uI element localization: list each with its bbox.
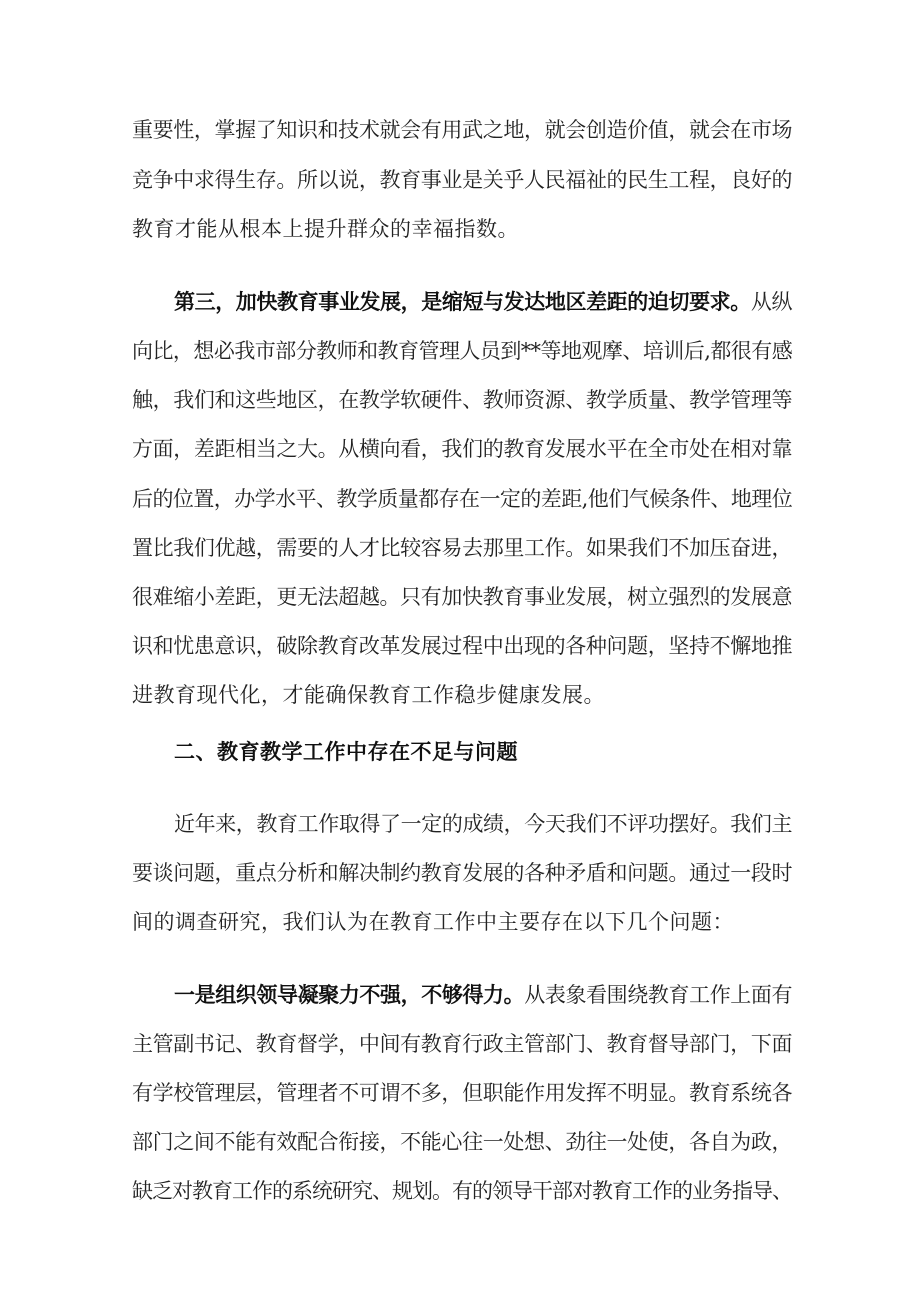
paragraph-2-line-1: [174, 287, 792, 317]
paragraph-1-line-1: 重要性，掌握了知识和技术就会有用武之地，就会创造价值，就会在市场: [132, 118, 792, 142]
paragraph-1-line-3: 教育才能从根本上提升群众的幸福指数。: [132, 217, 519, 241]
paragraph-4-line-1: [174, 980, 792, 1010]
paragraph-2-first-line-rest: 从纵: [750, 290, 793, 314]
paragraph-4-line-3: 有学校管理层，管理者不可谓不多，但职能作用发挥不明显。教育系统各: [132, 1081, 792, 1105]
paragraph-2-line-3: 触，我们和这些地区，在教学软硬件、教师资源、教学质量、教学管理等: [132, 388, 792, 412]
paragraph-4-first-line-rest: 从表象看围绕教育工作上面有: [524, 983, 793, 1007]
paragraph-2-bold-lead: 第三，加快教育事业发展，是缩短与发达地区差距的迫切要求。: [174, 289, 751, 314]
paragraph-2-line-6: 置比我们优越，需要的人才比较容易去那里工作。如果我们不加压奋进，: [132, 536, 792, 560]
paragraph-3-line-2: 要谈问题，重点分析和解决制约教育发展的各种矛盾和问题。通过一段时: [132, 861, 792, 885]
paragraph-2-line-5: 后的位置，办学水平、教学质量都存在一定的差距,他们气候条件、地理位: [132, 487, 792, 511]
paragraph-3-line-3: 间的调查研究，我们认为在教育工作中主要存在以下几个问题：: [132, 910, 734, 934]
paragraph-1-line-2: 竞争中求得生存。所以说，教育事业是关乎人民福祉的民生工程，良好的: [132, 168, 792, 192]
paragraph-3-line-1: 近年来，教育工作取得了一定的成绩，今天我们不评功摆好。我们主: [174, 812, 792, 836]
paragraph-2-line-2: 向比，想必我市部分教师和教育管理人员到**等地观摩、培训后,都很有感: [132, 339, 792, 363]
paragraph-4-line-4: 部门之间不能有效配合衔接，不能心往一处想、劲往一处使，各自为政，: [132, 1130, 792, 1154]
paragraph-4-line-2: 主管副书记、教育督学，中间有教育行政主管部门、教育督导部门，下面: [132, 1032, 792, 1056]
paragraph-2-line-7: 很难缩小差距，更无法超越。只有加快教育事业发展，树立强烈的发展意: [132, 585, 792, 609]
paragraph-2-line-9: 进教育现代化，才能确保教育工作稳步健康发展。: [132, 683, 605, 707]
paragraph-4-line-5: 缺乏对教育工作的系统研究、规划。有的领导干部对教育工作的业务指导、: [132, 1179, 792, 1203]
paragraph-2-line-4: 方面，差距相当之大。从横向看，我们的教育发展水平在全市处在相对靠: [132, 437, 792, 461]
paragraph-2-line-8: 识和忧患意识，破除教育改革发展过程中出现的各种问题，坚持不懈地推: [132, 634, 792, 658]
section-heading: 二、教育教学工作中存在不足与问题: [174, 739, 518, 764]
paragraph-4-bold-lead: 一是组织领导凝聚力不强，不够得力。: [174, 982, 525, 1007]
